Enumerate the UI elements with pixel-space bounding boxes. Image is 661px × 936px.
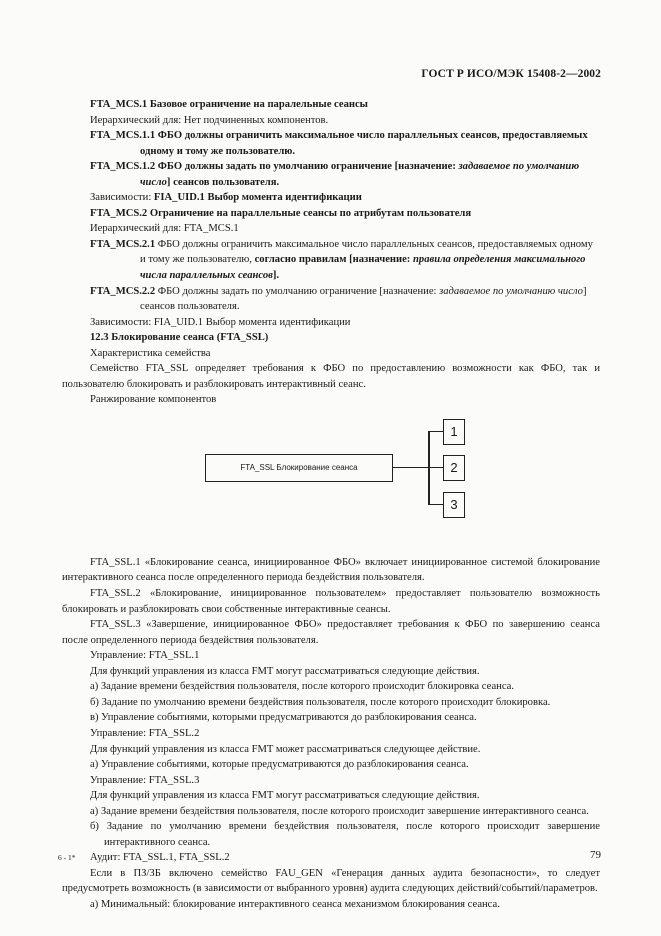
management-ssl3-heading: Управление: FTA_SSL.3: [90, 774, 200, 786]
component-box-3: 3: [443, 492, 465, 518]
page-header: ГОСТ Р ИСО/МЭК 15408-2—2002: [421, 68, 601, 80]
component-ranking-diagram: [62, 414, 600, 551]
mcs1-1-element: FTA_MCS.1.1 ФБО должны ограничить максимальное число параллельных сеансов, предоставляемых одному и тому же пользователю.: [90, 130, 588, 157]
audit-text: Если в ПЗ/ЗБ включено семейство FAU_GEN «Генерация данных аудита безопасности», то следует предусмотреть возможность (в зависимости от выбранного уровня) аудита следующих действий/событий/параметров.: [62, 867, 600, 895]
mcs1-hierarchy: Иерархический для: Нет подчиненных компонентов.: [90, 114, 329, 126]
family-characteristic-heading: Характеристика семейства: [90, 347, 211, 359]
management-ssl3-intro: Для функций управления из класса FMT могут рассматриваться следующие действия.: [90, 790, 480, 802]
connector-main: [393, 467, 429, 469]
mcs2-2-element: FTA_MCS.2.2 ФБО должны задать по умолчанию ограничение [назначение: задаваемое по умолчанию число] сеансов пользователя.: [90, 285, 587, 313]
mcs2-1-element: FTA_MCS.2.1 ФБО должны ограничить максимальное число параллельных сеансов, предоставляемых одному и тому же пользователю, согласно правилам [назначение: правила определения максимального числа параллельных сеансов].: [90, 238, 593, 282]
page-number: 79: [590, 849, 601, 861]
mcs2-title: FTA_MCS.2 Ограничение на параллельные сеансы по атрибутам пользователя: [90, 207, 472, 219]
management-ssl1-item-a: а) Задание времени бездействия пользователя, после которого происходит блокировка сеанса.: [90, 681, 514, 693]
family-box: FTA_SSL Блокирование сеанса: [205, 454, 393, 482]
mcs1-dependencies: Зависимости: FIA_UID.1 Выбор момента идентификации: [90, 192, 362, 204]
management-ssl3-item-a: а) Задание времени бездействия пользователя, после которого происходит завершение интерактивного сеанса.: [90, 805, 589, 817]
footer-mark: 6 - 1*: [58, 853, 76, 862]
mcs2-dependencies: Зависимости: FIA_UID.1 Выбор момента идентификации: [90, 316, 351, 328]
management-ssl1-intro: Для функций управления из класса FMT могут рассматриваться следующие действия.: [90, 665, 480, 677]
page-body: [62, 97, 600, 913]
connector-3: [428, 504, 443, 506]
management-ssl2-item-a: а) Управление событиями, которые предусматриваются до разблокирования сеанса.: [90, 759, 469, 771]
family-characteristic-text: Семейство FTA_SSL определяет требования к ФБО по предоставлению возможности как ФБО, так и пользователю блокировать и разблокировать интерактивный сеанс.: [62, 363, 600, 390]
ssl2-description: FTA_SSL.2 «Блокирование, инициированное пользователем» предоставляет пользователю возможность блокировать и разблокировать свои собственные интерактивные сеансы.: [62, 588, 600, 615]
management-ssl1-item-b: б) Задание по умолчанию времени бездействия пользователя, после которого происходит блокировка.: [90, 696, 551, 708]
management-ssl1-heading: Управление: FTA_SSL.1: [90, 650, 200, 662]
ssl1-description: FTA_SSL.1 «Блокирование сеанса, инициированное ФБО» включает инициированное системой блокирование интерактивного сеанса после определенного периода бездействия пользователя.: [62, 556, 600, 584]
management-ssl3-item-b: б) Задание по умолчанию времени бездействия пользователя, после которого происходит завершение интерактивного сеанса.: [90, 821, 600, 848]
section-title: 12.3 Блокирование сеанса (FTA_SSL): [90, 332, 269, 344]
audit-heading: Аудит: FTA_SSL.1, FTA_SSL.2: [90, 852, 230, 864]
component-box-1: 1: [443, 419, 465, 445]
component-ranking-heading: Ранжирование компонентов: [90, 394, 217, 406]
component-box-2: 2: [443, 455, 465, 481]
mcs1-title: FTA_MCS.1 Базовое ограничение на паралельные сеансы: [90, 99, 368, 110]
management-ssl1-item-c: в) Управление событиями, которыми предусматриваются до разблокирования сеанса.: [90, 712, 477, 724]
management-ssl2-intro: Для функций управления из класса FMT может рассматриваться следующее действие.: [90, 743, 481, 755]
management-ssl2-heading: Управление: FTA_SSL.2: [90, 727, 200, 739]
connector-1: [428, 431, 443, 433]
ssl3-description: FTA_SSL.3 «Завершение, инициированное ФБО» предоставляет требования к ФБО по завершению сеанса после определенного периода бездействия пользователя.: [62, 619, 600, 646]
connector-2: [428, 467, 443, 469]
audit-item-a: а) Минимальный: блокирование интерактивного сеанса механизмом блокирования сеанса.: [90, 898, 500, 910]
mcs1-2-element: FTA_MCS.1.2 ФБО должны задать по умолчанию ограничение [назначение: задаваемое по умолчанию число] сеансов пользователя.: [90, 161, 580, 188]
mcs2-hierarchy: Иерархический для: FTA_MCS.1: [90, 223, 239, 235]
